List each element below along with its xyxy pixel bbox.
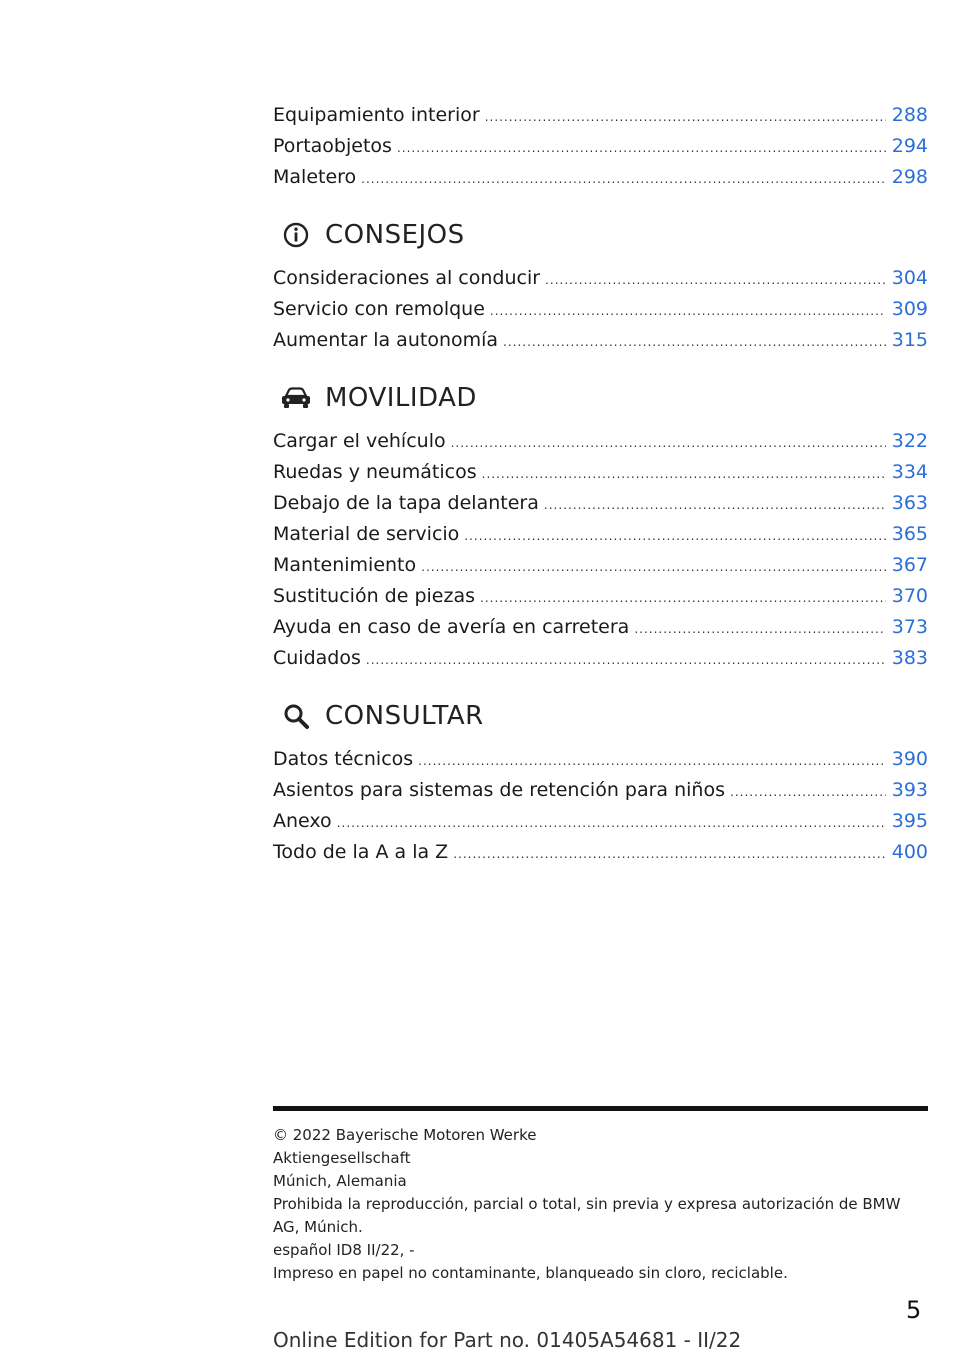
toc-entry-servicio-remolque[interactable] <box>273 294 928 325</box>
dot-leader <box>418 746 886 777</box>
imprint-line: Aktiengesellschaft <box>273 1149 411 1167</box>
dot-leader <box>482 459 886 490</box>
toc-entry-page-link[interactable]: 288 <box>891 104 928 126</box>
toc-entry-maletero[interactable] <box>273 162 928 193</box>
dot-leader <box>634 614 885 645</box>
toc-entry-page-link[interactable]: 304 <box>891 267 928 289</box>
toc-entry-title: Equipamiento interior <box>273 104 480 126</box>
toc-top-group <box>273 100 928 193</box>
toc-entry-title: Debajo de la tapa delantera <box>273 492 539 514</box>
imprint-divider <box>273 1106 928 1111</box>
imprint-block <box>273 1124 928 1285</box>
dot-leader <box>361 164 886 195</box>
toc-entry-aumentar-autonomia[interactable] <box>273 325 928 356</box>
toc-entry-cargar-vehiculo[interactable] <box>273 426 928 457</box>
toc-entry-title: Sustitución de piezas <box>273 585 475 607</box>
toc-entry-tapa-delantera[interactable] <box>273 488 928 519</box>
toc-entry-title: Todo de la A a la Z <box>273 841 449 863</box>
toc-entry-title: Portaobjetos <box>273 135 392 157</box>
section-title: CONSEJOS <box>325 220 465 250</box>
section-title: CONSULTAR <box>325 701 484 731</box>
toc-entry-material-servicio[interactable] <box>273 519 928 550</box>
imprint-line: Múnich, Alemania <box>273 1172 407 1190</box>
toc-entry-title: Servicio con remolque <box>273 298 485 320</box>
toc-entry-page-link[interactable]: 390 <box>891 748 928 770</box>
imprint-line: © 2022 Bayerische Motoren Werke <box>273 1126 537 1144</box>
page-number: 5 <box>906 1296 922 1324</box>
toc-entry-page-link[interactable]: 294 <box>891 135 928 157</box>
imprint-line: Prohibida la reproducción, parcial o total, sin previa y expresa autorización de BMW AG, Múnich. <box>273 1195 901 1236</box>
toc-entry-asientos-retencion[interactable] <box>273 775 928 806</box>
toc-entry-page-link[interactable]: 400 <box>891 841 928 863</box>
toc-entry-title: Asientos para sistemas de retención para niños <box>273 779 725 801</box>
toc-entry-title: Aumentar la autonomía <box>273 329 499 351</box>
section-heading-consultar <box>273 696 928 736</box>
magnifier-icon <box>277 698 315 734</box>
toc-entry-page-link[interactable]: 363 <box>891 492 928 514</box>
toc-entry-title: Ruedas y neumáticos <box>273 461 477 483</box>
section-heading-movilidad <box>273 378 928 418</box>
toc-entry-title: Ayuda en caso de avería en carretera <box>273 616 630 638</box>
dot-leader <box>503 327 886 358</box>
dot-leader <box>397 133 886 164</box>
dot-leader <box>453 839 886 870</box>
toc-entry-ruedas-neumaticos[interactable] <box>273 457 928 488</box>
toc-entry-page-link[interactable]: 373 <box>891 616 928 638</box>
toc-entry-equipamiento-interior[interactable] <box>273 100 928 131</box>
toc-entry-title: Cuidados <box>273 647 361 669</box>
info-icon <box>277 217 315 253</box>
toc-entry-ayuda-averia[interactable] <box>273 612 928 643</box>
toc-entry-title: Mantenimiento <box>273 554 417 576</box>
section-title: MOVILIDAD <box>325 383 477 413</box>
toc-entry-page-link[interactable]: 315 <box>891 329 928 351</box>
imprint-line: español ID8 II/22, - <box>273 1241 415 1259</box>
dot-leader <box>480 583 886 614</box>
dot-leader <box>451 428 886 459</box>
dot-leader <box>421 552 886 583</box>
imprint-line: Impreso en papel no contaminante, blanqueado sin cloro, reciclable. <box>273 1264 788 1282</box>
toc-entry-page-link[interactable]: 365 <box>891 523 928 545</box>
table-of-contents <box>273 100 928 868</box>
toc-entry-consideraciones[interactable] <box>273 263 928 294</box>
toc-entry-mantenimiento[interactable] <box>273 550 928 581</box>
toc-entry-portaobjetos[interactable] <box>273 131 928 162</box>
dot-leader <box>545 265 886 296</box>
car-icon <box>277 380 315 416</box>
toc-entry-datos-tecnicos[interactable] <box>273 744 928 775</box>
dot-leader <box>464 521 885 552</box>
toc-entry-page-link[interactable]: 383 <box>891 647 928 669</box>
online-edition-footer: Online Edition for Part no. 01405A54681 - II/22 <box>273 1328 742 1352</box>
toc-entry-page-link[interactable]: 309 <box>891 298 928 320</box>
toc-entry-title: Datos técnicos <box>273 748 414 770</box>
dot-leader <box>337 808 886 839</box>
toc-entry-anexo[interactable] <box>273 806 928 837</box>
toc-entry-sustitucion-piezas[interactable] <box>273 581 928 612</box>
toc-entry-title: Cargar el vehículo <box>273 430 446 452</box>
section-heading-consejos <box>273 215 928 255</box>
toc-entry-page-link[interactable]: 298 <box>891 166 928 188</box>
dot-leader <box>485 102 886 133</box>
toc-entry-title: Anexo <box>273 810 332 832</box>
dot-leader <box>544 490 886 521</box>
toc-entry-cuidados[interactable] <box>273 643 928 674</box>
toc-entry-page-link[interactable]: 370 <box>891 585 928 607</box>
toc-entry-title: Maletero <box>273 166 357 188</box>
toc-entry-page-link[interactable]: 334 <box>891 461 928 483</box>
toc-entry-title: Consideraciones al conducir <box>273 267 541 289</box>
toc-entry-page-link[interactable]: 322 <box>891 430 928 452</box>
dot-leader <box>490 296 886 327</box>
toc-entry-page-link[interactable]: 393 <box>891 779 928 801</box>
toc-entry-page-link[interactable]: 395 <box>891 810 928 832</box>
toc-entry-title: Material de servicio <box>273 523 460 545</box>
dot-leader <box>366 645 886 676</box>
dot-leader <box>730 777 886 808</box>
toc-entry-todo-a-z[interactable] <box>273 837 928 868</box>
toc-entry-page-link[interactable]: 367 <box>891 554 928 576</box>
